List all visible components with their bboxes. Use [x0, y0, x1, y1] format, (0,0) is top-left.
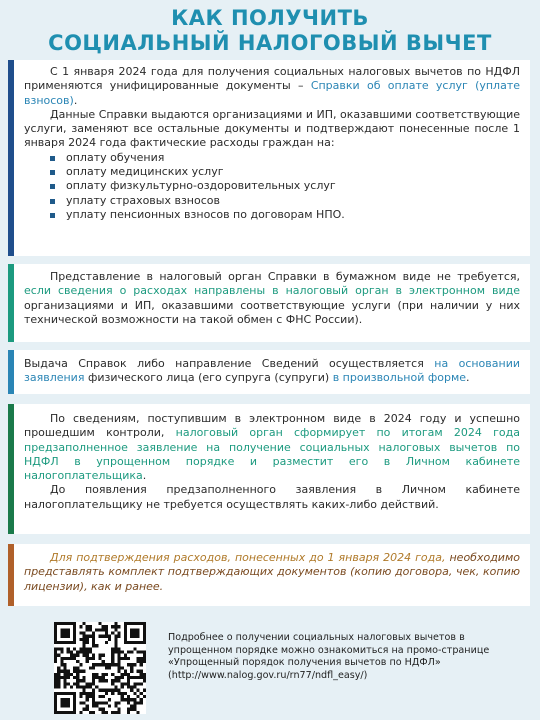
- highlight-text: налоговый орган сформирует по итогам 2024 года предзаполненное заявление на получение социальных налоговых вычетов по НДФЛ в упрощенном порядке и разместит его в Личном кабинете налогоплательщика: [24, 426, 520, 483]
- paragraph: Представление в налоговый орган Справки в бумажном виде не требуется, если сведения о расходах направлены в налоговый орган в электронном виде организациями и ИП, оказавшими соответствующие услуги (при наличии у них технической возможности на такой обмен с ФНС России).: [24, 270, 520, 326]
- footer-line: Подробнее о получении социальных налоговых вычетов в: [168, 632, 465, 643]
- list-item: уплату пенсионных взносов по договорам НПО.: [50, 208, 520, 222]
- accent-bar: [8, 60, 14, 256]
- footer-info: [168, 632, 508, 682]
- highlight-text: в произвольной форме: [332, 371, 467, 385]
- highlight-text: на основании заявления: [24, 357, 520, 385]
- paragraph: С 1 января 2024 года для получения социальных налоговых вычетов по НДФЛ применяются унифицированные документы – Справки об оплате услуг (уплате взносов).: [24, 65, 521, 107]
- qr-code-icon[interactable]: [54, 622, 146, 714]
- paragraph: Выдача Справок либо направление Сведений осуществляется на основании заявления физического лица (его супруга (супруги) в произвольной форме.: [24, 357, 520, 385]
- list-item: оплату медицинских услуг: [50, 165, 520, 179]
- footer-link[interactable]: (http://www.nalog.gov.ru/rn77/ndfl_easy/): [168, 669, 368, 681]
- title-line-1: КАК ПОЛУЧИТЬ: [171, 6, 369, 30]
- info-block-prefilled: [8, 404, 530, 534]
- list-item: оплату обучения: [50, 151, 520, 165]
- highlight-text: Справки об оплате услуг (уплате взносов): [24, 79, 521, 107]
- paragraph: Для подтверждения расходов, понесенных до 1 января 2024 года, необходимо представлять комплект подтверждающих документов (копию договора, чек, копию лицензии), как и ранее.: [24, 551, 520, 593]
- highlight-text: если сведения о расходах направлены в налоговый орган в электронном виде: [24, 284, 520, 298]
- paragraph: До появления предзаполненного заявления в Личном кабинете налогоплательщику не требуется осуществлять каких-либо действий.: [24, 483, 520, 511]
- info-block-electronic: [8, 264, 530, 342]
- expense-list: [24, 151, 520, 222]
- paragraph: Данные Справки выдаются организациями и ИП, оказавшими соответствующие услуги, заменяют все остальные документы и подтверждают понесенные после 1 января 2024 года фактические расходы граждан на:: [24, 107, 520, 150]
- accent-bar: [8, 404, 14, 534]
- accent-bar: [8, 350, 14, 394]
- paragraph: По сведениям, поступившим в электронном виде в 2024 году и успешно прошедшим контроли, налоговый орган сформирует по итогам 2024 года предзаполненное заявление на получение социальных налоговых вычетов по НДФЛ в упрощенном порядке и разместит его в Личном кабинете налогоплательщика.: [24, 412, 520, 483]
- accent-bar: [8, 544, 14, 606]
- list-item: оплату физкультурно-оздоровительных услуг: [50, 179, 520, 193]
- highlight-text: Для подтверждения расходов, понесенных до 1 января 2024 года,: [50, 551, 446, 564]
- info-block-documents: [8, 60, 530, 256]
- footer-line: «Упрощенный порядок получения вычетов по НДФЛ»: [168, 657, 441, 668]
- list-item: уплату страховых взносов: [50, 194, 520, 208]
- title-line-2: СОЦИАЛЬНЫЙ НАЛОГОВЫЙ ВЫЧЕТ: [48, 31, 492, 55]
- accent-bar: [8, 264, 14, 342]
- info-block-application: [8, 350, 530, 394]
- info-block-before-2024: [8, 544, 530, 606]
- footer-line: упрощенном порядке можно ознакомиться на промо-странице: [168, 644, 490, 656]
